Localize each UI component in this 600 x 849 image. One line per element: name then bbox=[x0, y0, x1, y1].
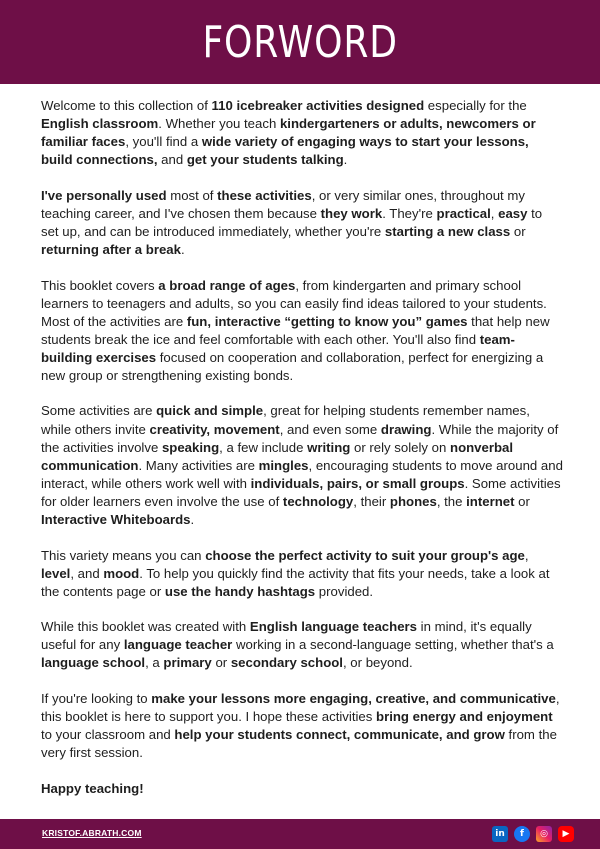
facebook-icon[interactable]: f bbox=[514, 826, 530, 842]
text-run: . Whether you teach bbox=[158, 116, 280, 132]
bold-text: easy bbox=[498, 205, 528, 221]
bold-text: fun, interactive “getting to know you” games bbox=[186, 313, 468, 329]
paragraph bbox=[41, 547, 563, 601]
bold-text: kindergarteners or adults, newcomers or familiar faces bbox=[41, 116, 536, 150]
paragraph bbox=[41, 277, 563, 386]
text-run: This booklet covers bbox=[41, 277, 159, 293]
bold-text: 110 icebreaker activities designed bbox=[211, 98, 425, 113]
bold-text: they work bbox=[320, 205, 383, 221]
text-run: If you're looking to bbox=[41, 690, 152, 706]
bold-text: get your students talking bbox=[186, 152, 344, 168]
bold-text: use the handy hashtags bbox=[164, 583, 316, 599]
text-run: from the very first session. bbox=[41, 727, 557, 761]
text-run: to set up, and can be introduced immediately, whether you're bbox=[41, 205, 543, 239]
bold-text: mingles bbox=[258, 457, 309, 473]
bold-text: practical bbox=[436, 205, 491, 221]
paragraph bbox=[41, 780, 563, 798]
text-run: , great for helping students remember names, while others invite bbox=[41, 403, 530, 437]
bold-text: wide variety of engaging ways to start your lessons, build connections, bbox=[41, 134, 529, 168]
bold-text: nonverbal communication bbox=[41, 439, 514, 473]
bold-text: phones bbox=[389, 493, 437, 509]
bold-text: individuals, pairs, or small groups bbox=[250, 475, 465, 491]
text-run: , the bbox=[436, 493, 467, 509]
text-run: While this booklet was created with bbox=[41, 619, 250, 635]
header-banner bbox=[0, 0, 600, 84]
text-run: , their bbox=[353, 493, 390, 509]
text-run: . While the majority of the activities involve bbox=[41, 421, 559, 455]
text-run: , from kindergarten and primary school learners to teenagers and adults, so you can easily find ideas tailored to your students. Most of the activities are bbox=[41, 277, 547, 329]
bold-text: level bbox=[41, 565, 71, 581]
bold-text: secondary school bbox=[230, 655, 343, 671]
bold-text: Interactive Whiteboards bbox=[41, 512, 191, 528]
bold-text: returning after a break bbox=[41, 242, 181, 258]
text-run: . To help you quickly find the activity that fits your needs, take a look at the contents page or bbox=[41, 565, 550, 599]
social-icons bbox=[492, 826, 574, 842]
bold-text: choose the perfect activity to suit your group's age bbox=[205, 547, 525, 563]
bold-text: drawing bbox=[380, 421, 432, 437]
bold-text: speaking bbox=[161, 439, 220, 455]
text-run: , and bbox=[70, 565, 104, 581]
text-run: . They're bbox=[382, 205, 437, 221]
bold-text: these activities bbox=[217, 187, 312, 203]
bold-text: I've personally used bbox=[41, 187, 167, 203]
page-title: FORWORD bbox=[202, 16, 398, 68]
text-run: , a few include bbox=[219, 439, 308, 455]
paragraph bbox=[41, 97, 563, 169]
instagram-icon[interactable]: ◎ bbox=[536, 826, 552, 842]
text-run: that help new students break the ice and feel comfortable with each other. You'll also find bbox=[41, 313, 550, 347]
footer-bar bbox=[0, 819, 600, 849]
text-run: , bbox=[490, 205, 499, 221]
bold-text: language school bbox=[41, 655, 146, 671]
text-run: Some activities are bbox=[41, 403, 157, 419]
text-run: . bbox=[343, 152, 348, 168]
text-run: , bbox=[524, 547, 529, 563]
bold-text: make your lessons more engaging, creative, and communicative bbox=[151, 690, 556, 706]
text-run: , a bbox=[145, 655, 164, 671]
text-run: . bbox=[190, 512, 195, 528]
paragraph bbox=[41, 187, 563, 259]
bold-text: help your students connect, communicate, and grow bbox=[174, 727, 505, 743]
text-run: focused on cooperation and collaboration, perfect for energizing a new group or strengthening existing bonds. bbox=[41, 349, 544, 383]
youtube-icon[interactable]: ▶ bbox=[558, 826, 574, 842]
text-run: This variety means you can bbox=[41, 547, 206, 563]
bold-text: internet bbox=[466, 493, 515, 509]
paragraph bbox=[41, 618, 563, 672]
bold-text: a broad range of ages bbox=[158, 277, 296, 293]
text-run: . bbox=[180, 242, 185, 258]
text-run: provided. bbox=[315, 583, 374, 599]
linkedin-icon[interactable]: in bbox=[492, 826, 508, 842]
text-run: , encouraging students to move around and interact, while others work well with bbox=[41, 457, 563, 491]
bold-text: mood bbox=[103, 565, 140, 581]
bold-text: team-building exercises bbox=[41, 331, 515, 365]
bold-text: English language teachers bbox=[249, 619, 417, 635]
text-run: especially for the bbox=[424, 98, 527, 113]
text-run: and bbox=[157, 152, 187, 168]
text-run: or bbox=[211, 655, 231, 671]
text-run: in mind, it's equally useful for any bbox=[41, 619, 532, 653]
text-run: working in a second-language setting, whether that's a bbox=[232, 637, 554, 653]
paragraph bbox=[41, 690, 563, 762]
bold-text: language teacher bbox=[123, 637, 233, 653]
bold-text: primary bbox=[163, 655, 212, 671]
text-run: most of bbox=[166, 187, 218, 203]
text-run: to your classroom and bbox=[41, 727, 175, 743]
bold-text: Happy teaching! bbox=[41, 780, 144, 796]
body-text bbox=[41, 97, 563, 815]
text-run: , and even some bbox=[279, 421, 381, 437]
bold-text: technology bbox=[282, 493, 354, 509]
website-link[interactable]: KRISTOF.ABRATH.COM bbox=[42, 828, 142, 838]
bold-text: English classroom bbox=[41, 116, 159, 132]
text-run: , this booklet is here to support you. I hope these activities bbox=[41, 690, 560, 724]
text-run: . Many activities are bbox=[138, 457, 259, 473]
text-run: , or beyond. bbox=[342, 655, 413, 671]
text-run: . Some activities for older learners even involve the use of bbox=[41, 475, 561, 509]
bold-text: starting a new class bbox=[384, 223, 511, 239]
text-run: , you'll find a bbox=[125, 134, 202, 150]
text-run: or rely solely on bbox=[350, 439, 451, 455]
text-run: or bbox=[514, 493, 530, 509]
bold-text: quick and simple bbox=[156, 403, 264, 419]
text-run: , or very similar ones, throughout my teaching career, and I've chosen them because bbox=[41, 187, 525, 221]
paragraph bbox=[41, 402, 563, 529]
text-run: or bbox=[510, 223, 526, 239]
bold-text: bring energy and enjoyment bbox=[376, 708, 553, 724]
bold-text: writing bbox=[307, 439, 351, 455]
text-run: Welcome to this collection of bbox=[41, 98, 212, 113]
bold-text: creativity, movement bbox=[149, 421, 280, 437]
